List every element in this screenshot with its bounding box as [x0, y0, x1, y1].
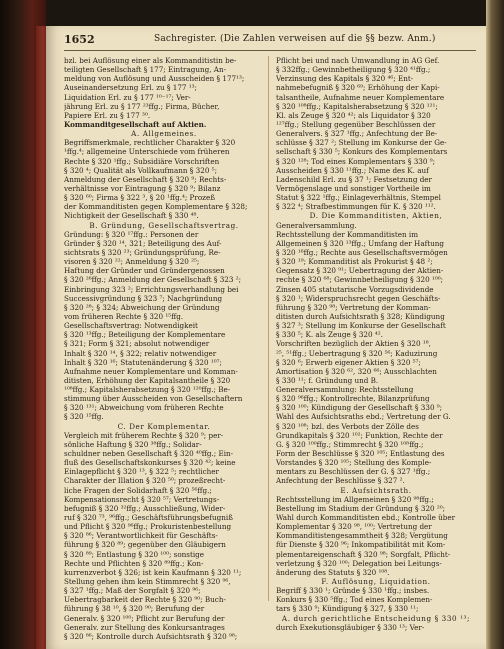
text-line: § 327 ¹ffg.; Maß der Sorgfalt § 320 ⁹⁶; [64, 586, 201, 596]
text-line: Komplementar § 320 ⁹⁸, ¹⁰⁰; Vertretung der [276, 522, 432, 532]
text-line: Ladenschild Erl. zu § 37 ¹; Festsetzung der [276, 174, 432, 184]
text-line: § 320 ¹⁹; Kommanditist als Prokurist § 48 ²; [276, 257, 433, 267]
text-line: Vermögenslage und sonstiger Vortheile im [276, 183, 431, 193]
text-line: § 321; Form § 321; absolut notwendiger [64, 339, 210, 349]
text-line: Gründung: § 320 ¹⁷ffg.: Personen der [64, 229, 199, 239]
text-line: § 320 ¹⁰⁸ffg.; Kapitalsherabsetzung § 320 ¹²¹; [276, 101, 438, 111]
text-line: Papiere Erl. zu § 177 ³⁰. [64, 110, 151, 120]
text-line: A. durch gerichtliche Entscheidung § 330 ¹³; [281, 613, 471, 623]
text-line: Nichtigkeit der Gesellschaft § 330 ⁴⁸. [64, 211, 199, 221]
text-line: § 320 ¹; Widerspruchsrecht gegen Geschäfts- [276, 293, 441, 303]
text-line: Inhalt § 320 ¹⁴, § 322; relativ notwendiger [64, 348, 217, 358]
text-line: vom früheren Rechte § 320 ¹⁵ffg. [64, 311, 184, 321]
text-line: Konkurs § 330 ⁵ffg.; Tod eines Komplemen- [276, 595, 433, 605]
text-line: meldung von Auflösung und Ausscheiden § 177¹³; [64, 74, 245, 84]
text-line: F. Auflösung, Liquidation. [321, 577, 431, 587]
text-line: ¹²⁷ffg.; Stellung gegenüber Beschlüssen der [276, 119, 436, 129]
text-line: ²⁵, ⁵¹ffg.; Uebertragung § 320 ⁵⁶; Kaduzirung [276, 348, 438, 358]
text-line: für Dienste § 320 ⁹⁶; Inkompatibilität mit Kom- [276, 540, 446, 550]
text-line: § 320 ¹³¹; Abweichung vom früheren Rechte [64, 403, 224, 413]
right-column [276, 56, 476, 632]
text-line: § 320 ¹⁰⁰; Kündigung der Gesellschaft § 330 ⁹; [276, 403, 443, 413]
text-line: ditisten, Erhöhung der Kapitalsantheile § 320 [64, 375, 231, 385]
text-line: Ausscheiden § 330 ¹¹ffg.; Name des K. auf [276, 165, 429, 175]
text-line: E. Aufsichtsrath. [340, 485, 412, 495]
text-line: führung § 38 ¹⁰, § 320 ⁹⁰; Berufung der [64, 604, 205, 614]
page-number: 1652 [64, 33, 95, 46]
text-line: nahmebefugniß § 320 ⁶⁹; Erhöhung der Kapi- [276, 83, 440, 93]
text-line: Anfechtung der Beschlüsse § 327 ². [276, 476, 405, 486]
text-line: Haftung der Gründer und Gründergenossen [64, 266, 225, 276]
text-line: Kommanditistengesammtheit § 328; Vergütung [276, 531, 448, 541]
text-line: Einbringung 323 ²; Errichtungsverhandlung bei [64, 284, 239, 294]
text-line: Amortisation § 320 ⁶², 320 ⁶⁶; Ausschlachten [276, 366, 437, 376]
text-line: § 320 ¹⁶ffg.; Rechte aus Gesellschaftsvermögen [276, 247, 448, 257]
text-line: ¹⁰⁸ffg.; Kapitalsherabsetzung § 320 ¹²⁰ffg.; Be- [64, 385, 231, 395]
left-column [64, 56, 264, 641]
text-line: § 320 ¹⁰⁸; bzl. des Verbots der Zölle des [276, 421, 419, 431]
text-line: Grundkapitals § 320 ¹⁰²; Funktion, Rechte der [276, 430, 443, 440]
text-line: Wahl durch Kommanditisten ebd.; Kontrolle über [276, 513, 456, 523]
text-line: ditisten durch Aufsichtsrath § 328; Kündigung [276, 311, 445, 321]
text-line: Liquidation Erl. zu § 177 ¹⁰⁻¹⁷; Ver- [64, 92, 191, 102]
text-line: Generalvers. § 327 ¹ffg.; Anfechtung der Be- [276, 129, 438, 139]
text-line: schuldner neben Gesellschaft § 320 ⁴⁰ffg.; Ein- [64, 449, 234, 459]
text-line: Charakter der Illation § 320 ⁵⁰; prozeßrecht- [64, 476, 226, 486]
text-line: Rechte und Pflichten § 320 ⁸⁹ffg.; Kon- [64, 558, 204, 568]
page-edge-shadow [486, 0, 504, 649]
text-line: Aufnahme neuer Komplementare und Komman- [64, 366, 238, 376]
text-line: sönliche Haftung § 320 ³⁸ffg.; Solidar- [64, 439, 202, 449]
text-line: § 320 ⁶⁰; Firma § 322 ³, § 20 ¹ffg.⁴; Prozeß [64, 193, 216, 203]
text-line: Rechtsstellung im Allgemeinen § 320 ⁹⁸ffg.; [276, 494, 434, 504]
text-line: Generalversammlung: Rechtsstellung [276, 385, 414, 395]
text-line: § 320 ⁴; Qualität als Vollkaufmann § 320 ⁵; [64, 165, 217, 175]
text-line: schlüsse § 327 ²; Stellung im Konkurse der Ge- [276, 138, 447, 148]
text-line: § 320 ²⁶ffg.; Anmeldung der Gesellschaft § 323 ²; [64, 275, 242, 285]
text-line: Zinsen 405 statutarische Vorzugsdividende [276, 284, 434, 294]
text-line: Kompensationsrecht § 320 ⁵⁷; Vertretungs- [64, 494, 220, 504]
text-line: sellschaft § 330 ⁵; Konkurs des Komplementars [276, 147, 448, 157]
text-line: führung § 320 ⁸⁹; gegenüber den Gläubigern [64, 540, 226, 550]
text-line: Einlagepflicht § 320 ¹³, § 322 ⁵; rechtlicher [64, 467, 219, 477]
text-line: liche Fragen der Solidarhaft § 320 ⁵⁶ffg.; [64, 485, 212, 495]
text-line: änderung des Statuts § 320 ¹⁰⁸. [276, 567, 390, 577]
text-line: C. Der Komplementar. [117, 421, 211, 431]
text-line: und Pflicht § 320 ⁹⁶ffg.; Prokuristenbestellung [64, 522, 232, 532]
text-line: Generalv. zur Stellung des Konkursantrages [64, 622, 225, 632]
text-line: G. § 320 ¹⁰⁰ffg.; Stimmrecht § 320 ¹⁰⁸ffg.; [276, 439, 424, 449]
text-line: Vorstandes § 320 ¹⁰⁵; Stellung des Komple- [276, 458, 432, 468]
text-line: D. Die Kommanditisten, Aktien, [309, 211, 443, 221]
text-line: Gründer § 320 ¹⁴, 321; Beteiligung des Auf- [64, 238, 222, 248]
text-line: § 327 ³; Stellung im Konkurse der Gesellschaft [276, 321, 446, 331]
text-line: Rechte § 320 ¹ffg.; Subsidiäre Vorschriften [64, 156, 220, 166]
text-line: ruf § 320 ⁷³, ⁹⁶ffg.; Geschäftsführungsbefugniß [64, 513, 233, 523]
header-rule [64, 50, 476, 51]
column-divider [268, 56, 269, 601]
text-line: § 320 ²⁸; § 324; Abweichung der Gründung [64, 302, 220, 312]
text-line: Anmeldung der Gesellschaft § 320 ⁹; Rechts- [64, 174, 227, 184]
text-line: Gesellschaftsvertrag: Notwendigkeit [64, 321, 198, 331]
text-line: verhältnisse vor Eintragung § 320 ⁹; Bilanz [64, 183, 221, 193]
text-line: § 320 ¹²⁸; Tod eines Komplementars § 330 ⁹; [276, 156, 436, 166]
text-line: befugniß § 320 ³²ffg.; Ausschließung, Wider- [64, 503, 226, 513]
text-line: Kl. als Zeuge § 320 ⁴²; als Liquidator § 320 [276, 110, 431, 120]
running-title: Sachregister. (Die Zahlen verweisen auf die §§ bezw. Anm.) [154, 34, 436, 44]
text-line: § 320 ⁹⁶ffg.; Kontrollrechte, Bilanzprüfung [276, 394, 430, 404]
text-line: Pflicht bei und nach Umwandlung in AG Gef. [276, 56, 440, 65]
text-line: verletzung § 320 ¹⁰⁰; Delegation bei Leitungs- [276, 558, 442, 568]
text-line: plementareigenschaft § 320 ⁹⁸; Sorgfalt, Pflicht- [276, 549, 451, 559]
text-line: sichtsrats § 320 ²³; Gründungsprüfung, Re- [64, 247, 221, 257]
text-line: Begriffsmerkmale, rechtlicher Charakter § 320 [64, 138, 236, 148]
text-line: § 320 ⁸⁹; Entlastung § 320 ¹⁰⁰; sonstige [64, 549, 205, 559]
text-line: § 330 ¹¹; f. Gründung und B. [276, 375, 379, 385]
text-line: Statut § 322 ¹ffg.; Einlageverhältnis, Stempel [276, 193, 441, 203]
text-line: B. Gründung, Gesellschaftsvertrag. [89, 220, 239, 230]
text-line: § 320 ¹⁵ffg. [64, 412, 104, 422]
text-line: kurrenzverbot § 326; ist kein Kaufmann § 320 ¹¹; [64, 567, 242, 577]
text-line: führung § 320 ⁹⁸; Vertretung der Komman- [276, 302, 431, 312]
text-line: fluß des Gesellschaftskonkurses § 320 ⁴²; keine [64, 458, 236, 468]
text-line: der Kommanditisten gegen Komplementare § 328; [64, 202, 248, 212]
text-line: Allgemeinen § 320 ¹³ffg.; Umfang der Haftung [276, 238, 445, 248]
text-line: Begriff § 330 ¹; Gründe § 330 ¹ffg.; insbes. [276, 586, 430, 596]
text-line: jährung Erl. zu § 177 ²³ffg.; Firma, Bücher, [64, 101, 220, 111]
text-line: Generalv. § 320 ¹⁰⁰; Pflicht zur Berufung der [64, 613, 225, 623]
text-line: ¹ffg.⁴; allgemeine Unterschiede vom früheren [64, 147, 230, 157]
text-line: A. Allgemeines. [131, 129, 197, 139]
text-line: durch Exekutionsgläubiger § 330 ¹³; Ver- [276, 622, 425, 632]
text-line: § 322 ⁴; Strafbestimmungen für K. § 320 ¹¹². [276, 202, 436, 212]
text-line: Gegensatz § 320 ⁹¹; Uebertragung der Aktien- [276, 266, 444, 276]
text-line: § 320 ⁸⁶; Verantwortlichkeit für Geschäfts- [64, 531, 218, 541]
text-line: Vergleich mit früherem Rechte § 320 ⁹; per- [64, 430, 224, 440]
text-line: Wahl des Aufsichtsraths ebd.; Vertretung der G. [276, 412, 451, 422]
text-line: § 332ffg.; Gewinnbetheiligung § 320 ⁴¹ffg.; [276, 65, 431, 75]
text-line: stimmung über Ausscheiden von Gesellschaftern [64, 394, 243, 404]
text-line: Inhalt § 320 ¹⁶; Statutenänderung § 320 ¹⁰⁷; [64, 357, 222, 367]
text-line: § 330 ⁵; K. als Zeuge § 320 ⁴². [276, 330, 383, 340]
text-line: § 320 ¹³ffg.; Beteiligung der Komplementare [64, 330, 226, 340]
text-line: teiligten Gesellschaft § 177; Eintragung, An- [64, 65, 227, 75]
text-line: visoren § 320 ²²; Anmeldung § 320 ²⁵; [64, 257, 200, 267]
text-line: Rechtsstellung der Kommanditisten im [276, 229, 419, 239]
text-line: Vorschriften bezüglich der Aktien § 320 ¹⁸, [276, 339, 431, 349]
text-line: tars § 330 ⁹; Kündigung § 327, § 330 ¹¹; [276, 604, 419, 614]
text-line: Verzinsung des Kapitals § 320 ⁴⁶; Ent- [276, 74, 414, 84]
text-line: Generalversammlung. [276, 220, 357, 230]
text-line: Uebertragbarkeit der Rechte § 320 ⁹⁰; Buch- [64, 595, 226, 605]
text-line: Auseinandersetzung Erl. zu § 177 ¹³; [64, 83, 197, 93]
text-line: Bestellung im Stadium der Gründung § 320 ²⁰; [276, 503, 446, 513]
text-line: bzl. bei Auflösung einer als Kommanditistin be- [64, 56, 237, 65]
page-header [64, 33, 476, 47]
text-line: Kommanditgesellschaft auf Aktien. [64, 119, 207, 129]
text-line: mentars zu Beschlüssen der G. § 327 ¹ffg.; [276, 467, 431, 477]
text-line: Form der Beschlüsse § 320 ¹⁰⁵; Entlastung des [276, 449, 445, 459]
text-line: Stellung gehen ihm kein Stimmrecht § 320 ⁹⁶, [64, 577, 231, 587]
text-line: § 320 ⁸⁶; Kontrolle durch Aufsichtsrath § 320 ⁹⁸; [64, 631, 238, 641]
text-line: Successivgründung § 323 ⁷; Nachgründung [64, 293, 223, 303]
text-line: rechte § 320 ⁶⁸; Gewinnbetheiligung § 320 ¹⁰⁰; [276, 275, 444, 285]
text-line: § 320 ⁶; Erwerb eigener Aktien § 320 ⁵⁷; [276, 357, 421, 367]
text-line: talsantheile, Aufnahme neuer Komplementare [276, 92, 445, 102]
